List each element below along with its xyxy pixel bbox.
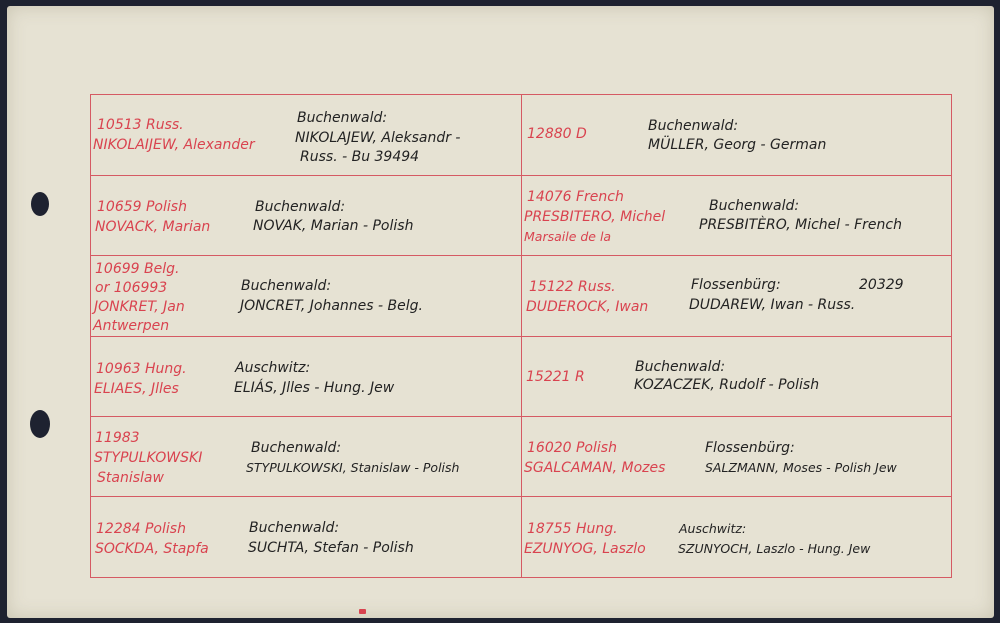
camp-name: Buchenwald:	[251, 440, 342, 456]
camp-entry: NOVAK, Marian - Polish	[253, 218, 414, 234]
prisoner-name: SOCKDA, Stapfa	[95, 541, 209, 557]
grid-divider	[91, 336, 951, 337]
camp-name: Flossenbürg:	[705, 440, 795, 456]
prisoner-name: SGALCAMAN, Mozes	[524, 460, 666, 476]
camp-entry-detail: Russ. - Bu 39494	[300, 149, 420, 165]
prisoner-number: 12284 Polish	[96, 521, 186, 537]
ink-mark	[359, 609, 366, 614]
camp-entry: JONCRET, Johannes - Belg.	[240, 298, 423, 314]
prisoner-number: 14076 French	[527, 189, 624, 205]
camp-name: Buchenwald:	[635, 359, 726, 375]
grid-divider	[91, 255, 951, 256]
camp-entry: SZUNYOCH, Laszlo - Hung. Jew	[678, 541, 871, 556]
camp-name: Buchenwald:	[709, 198, 800, 214]
camp-name: Buchenwald:	[648, 118, 739, 134]
prisoner-name: ELIAES, Jlles	[94, 381, 179, 397]
prisoner-given-name: Stanislaw	[97, 470, 164, 486]
prisoner-number: 10699 Belg.	[95, 261, 180, 277]
prisoner-name: JONKRET, Jan	[94, 299, 185, 315]
prisoner-name: NIKOLAIJEW, Alexander	[93, 137, 255, 153]
grid-divider	[91, 175, 951, 176]
camp-name: Buchenwald:	[249, 520, 340, 536]
prisoner-number: 15221 R	[526, 369, 585, 385]
prisoner-name: DUDEROCK, Iwan	[526, 299, 649, 315]
grid-divider	[91, 496, 951, 497]
camp-entry: KOZACZEK, Rudolf - Polish	[634, 377, 820, 393]
prisoner-number: 10659 Polish	[97, 199, 187, 215]
prisoner-number: 15122 Russ.	[529, 279, 616, 295]
prisoner-name: STYPULKOWSKI	[94, 450, 203, 466]
grid-divider	[91, 416, 951, 417]
prisoner-number: 12880 D	[527, 126, 587, 142]
prisoner-name: PRESBITERO, Michel	[524, 209, 666, 225]
prisoner-number: 10963 Hung.	[96, 361, 187, 377]
prisoner-place: Antwerpen	[93, 318, 170, 334]
punch-hole-bottom	[30, 410, 50, 438]
prisoner-number: 10513 Russ.	[97, 117, 184, 133]
camp-entry: MÜLLER, Georg - German	[648, 137, 827, 153]
prisoner-name: EZUNYOG, Laszlo	[524, 541, 646, 557]
camp-name: Auschwitz:	[679, 521, 747, 536]
prisoner-number-alt: or 106993	[95, 280, 168, 296]
prisoner-number: 18755 Hung.	[527, 521, 618, 537]
prisoner-number: 16020 Polish	[527, 440, 617, 456]
camp-entry: STYPULKOWSKI, Stanislaw - Polish	[246, 460, 460, 475]
camp-entry: DUDAREW, Iwan - Russ.	[689, 297, 856, 313]
camp-entry: SALZMANN, Moses - Polish Jew	[705, 460, 897, 475]
camp-entry: NIKOLAJEW, Aleksandr -	[295, 130, 461, 146]
record-grid	[90, 94, 952, 578]
camp-entry: ELIÁS, Jlles - Hung. Jew	[234, 380, 395, 396]
camp-name: Auschwitz:	[235, 360, 311, 376]
camp-name: Buchenwald:	[241, 278, 332, 294]
camp-entry: PRESBITÈRO, Michel - French	[699, 217, 902, 233]
camp-name: Buchenwald:	[297, 110, 388, 126]
prisoner-place: Marsaile de la	[524, 229, 612, 244]
prisoner-name: NOVACK, Marian	[95, 219, 211, 235]
punch-hole-top	[31, 192, 49, 216]
prisoner-number: 11983	[95, 430, 140, 446]
camp-entry: SUCHTA, Stefan - Polish	[248, 540, 414, 556]
camp-number: 20329	[859, 277, 904, 293]
camp-name: Buchenwald:	[255, 199, 346, 215]
camp-name: Flossenbürg:	[691, 277, 781, 293]
